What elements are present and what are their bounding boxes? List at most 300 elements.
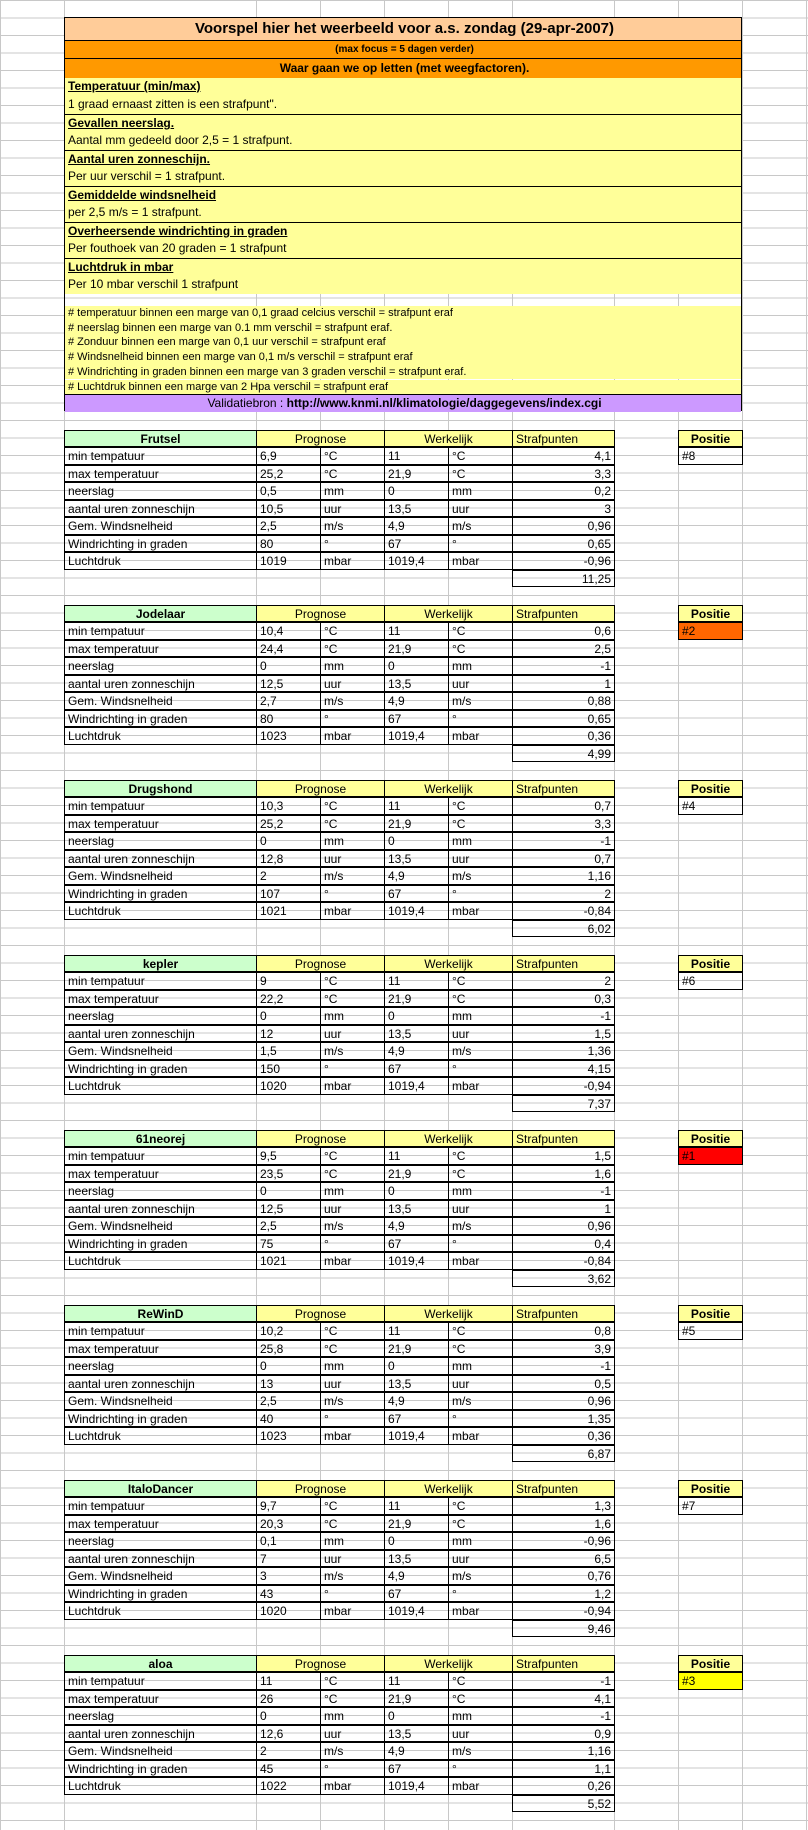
strafpunten-value[interactable]: 1,3 (512, 1497, 615, 1515)
werkelijk-value[interactable]: 4,9 (384, 867, 449, 885)
werkelijk-unit[interactable]: uur (448, 1200, 513, 1218)
werkelijk-unit[interactable]: ° (448, 1760, 513, 1778)
prognose-value[interactable]: 1023 (256, 1427, 321, 1445)
row-label[interactable]: max temperatuur (64, 465, 257, 483)
positie-header[interactable]: Positie (678, 955, 743, 973)
row-label[interactable]: aantal uren zonneschijn (64, 1725, 257, 1743)
prognose-unit[interactable]: °C (320, 447, 385, 465)
positie-header[interactable]: Positie (678, 430, 743, 448)
row-label[interactable]: Gem. Windsnelheid (64, 1217, 257, 1235)
row-label[interactable]: aantal uren zonneschijn (64, 1200, 257, 1218)
prognose-unit[interactable]: mbar (320, 1777, 385, 1795)
rule-text[interactable]: 1 graad ernaast zitten is een strafpunt". (65, 96, 741, 114)
prognose-unit[interactable]: °C (320, 815, 385, 833)
prognose-unit[interactable]: ° (320, 1060, 385, 1078)
player-name[interactable]: ItaloDancer (64, 1480, 257, 1498)
positie-value[interactable]: #7 (678, 1497, 743, 1515)
row-label[interactable]: min tempatuur (64, 622, 257, 640)
werkelijk-unit[interactable]: mm (448, 1532, 513, 1550)
werkelijk-value[interactable]: 67 (384, 1235, 449, 1253)
werkelijk-value[interactable]: 11 (384, 1147, 449, 1165)
strafpunten-value[interactable]: 0,88 (512, 692, 615, 710)
prognose-value[interactable]: 12,8 (256, 850, 321, 868)
row-label[interactable]: Windrichting in graden (64, 1760, 257, 1778)
strafpunten-value[interactable]: -1 (512, 1707, 615, 1725)
prognose-value[interactable]: 25,8 (256, 1340, 321, 1358)
strafpunten-value[interactable]: 0,8 (512, 1322, 615, 1340)
werkelijk-header[interactable]: Werkelijk (384, 1305, 513, 1323)
prognose-unit[interactable]: m/s (320, 1042, 385, 1060)
rule-text[interactable]: Per 10 mbar verschil 1 strafpunt (65, 276, 741, 294)
prognose-value[interactable]: 2,5 (256, 1392, 321, 1410)
werkelijk-value[interactable]: 4,9 (384, 517, 449, 535)
werkelijk-value[interactable]: 4,9 (384, 1217, 449, 1235)
row-label[interactable]: max temperatuur (64, 640, 257, 658)
row-label[interactable]: aantal uren zonneschijn (64, 675, 257, 693)
positie-value[interactable]: #3 (678, 1672, 743, 1690)
prognose-value[interactable]: 107 (256, 885, 321, 903)
strafpunten-value[interactable]: -0,94 (512, 1602, 615, 1620)
row-label[interactable]: Gem. Windsnelheid (64, 1567, 257, 1585)
prognose-unit[interactable]: °C (320, 1497, 385, 1515)
strafpunten-header[interactable]: Strafpunten (512, 430, 615, 448)
row-label[interactable]: max temperatuur (64, 1165, 257, 1183)
prognose-value[interactable]: 12 (256, 1025, 321, 1043)
strafpunten-value[interactable]: 1,1 (512, 1760, 615, 1778)
werkelijk-header[interactable]: Werkelijk (384, 1655, 513, 1673)
rule-heading[interactable]: Luchtdruk in mbar (65, 258, 741, 276)
strafpunten-total[interactable]: 6,02 (512, 920, 615, 938)
strafpunten-value[interactable]: 1 (512, 1200, 615, 1218)
prognose-unit[interactable]: ° (320, 885, 385, 903)
prognose-unit[interactable]: ° (320, 1760, 385, 1778)
werkelijk-value[interactable]: 21,9 (384, 1515, 449, 1533)
strafpunten-value[interactable]: 1,5 (512, 1025, 615, 1043)
prognose-header[interactable]: Prognose (256, 1130, 385, 1148)
prognose-value[interactable]: 150 (256, 1060, 321, 1078)
prognose-value[interactable]: 3 (256, 1567, 321, 1585)
werkelijk-unit[interactable]: °C (448, 640, 513, 658)
prognose-unit[interactable]: mm (320, 1532, 385, 1550)
prognose-unit[interactable]: ° (320, 1585, 385, 1603)
werkelijk-unit[interactable]: uur (448, 1025, 513, 1043)
prognose-unit[interactable]: uur (320, 500, 385, 518)
player-name[interactable]: 61neorej (64, 1130, 257, 1148)
werkelijk-value[interactable]: 13,5 (384, 1375, 449, 1393)
werkelijk-value[interactable]: 13,5 (384, 1200, 449, 1218)
note-line[interactable]: # Windsnelheid binnen een marge van 0,1 m/s verschil = strafpunt eraf (65, 350, 741, 365)
prognose-value[interactable]: 9 (256, 972, 321, 990)
werkelijk-unit[interactable]: °C (448, 465, 513, 483)
strafpunten-value[interactable]: -0,84 (512, 902, 615, 920)
strafpunten-value[interactable]: 0,7 (512, 850, 615, 868)
werkelijk-value[interactable]: 11 (384, 1497, 449, 1515)
focus-heading[interactable]: Waar gaan we op letten (met weegfactoren). (65, 58, 741, 78)
prognose-value[interactable]: 12,6 (256, 1725, 321, 1743)
werkelijk-header[interactable]: Werkelijk (384, 430, 513, 448)
row-label[interactable]: Windrichting in graden (64, 1585, 257, 1603)
strafpunten-value[interactable]: -0,84 (512, 1252, 615, 1270)
prognose-unit[interactable]: mbar (320, 552, 385, 570)
prognose-unit[interactable]: mm (320, 1357, 385, 1375)
werkelijk-unit[interactable]: °C (448, 1322, 513, 1340)
werkelijk-unit[interactable]: mm (448, 482, 513, 500)
werkelijk-value[interactable]: 11 (384, 447, 449, 465)
row-label[interactable]: Luchtdruk (64, 1777, 257, 1795)
row-label[interactable]: Windrichting in graden (64, 1235, 257, 1253)
prognose-value[interactable]: 12,5 (256, 675, 321, 693)
row-label[interactable]: Windrichting in graden (64, 710, 257, 728)
werkelijk-unit[interactable]: °C (448, 1340, 513, 1358)
werkelijk-value[interactable]: 1019,4 (384, 552, 449, 570)
strafpunten-header[interactable]: Strafpunten (512, 780, 615, 798)
werkelijk-unit[interactable]: °C (448, 972, 513, 990)
strafpunten-total[interactable]: 11,25 (512, 570, 615, 588)
prognose-unit[interactable]: m/s (320, 1567, 385, 1585)
strafpunten-value[interactable]: 0,3 (512, 990, 615, 1008)
prognose-unit[interactable]: m/s (320, 1742, 385, 1760)
strafpunten-header[interactable]: Strafpunten (512, 1655, 615, 1673)
werkelijk-unit[interactable]: °C (448, 815, 513, 833)
werkelijk-value[interactable]: 11 (384, 622, 449, 640)
prognose-value[interactable]: 43 (256, 1585, 321, 1603)
prognose-value[interactable]: 0 (256, 1357, 321, 1375)
prognose-value[interactable]: 1021 (256, 1252, 321, 1270)
rule-text[interactable]: per 2,5 m/s = 1 strafpunt. (65, 204, 741, 222)
werkelijk-value[interactable]: 67 (384, 535, 449, 553)
werkelijk-unit[interactable]: ° (448, 1585, 513, 1603)
prognose-header[interactable]: Prognose (256, 780, 385, 798)
prognose-value[interactable]: 1023 (256, 727, 321, 745)
positie-header[interactable]: Positie (678, 780, 743, 798)
strafpunten-value[interactable]: 0,2 (512, 482, 615, 500)
prognose-unit[interactable]: uur (320, 850, 385, 868)
positie-header[interactable]: Positie (678, 1305, 743, 1323)
prognose-value[interactable]: 0 (256, 1007, 321, 1025)
werkelijk-value[interactable]: 67 (384, 1585, 449, 1603)
strafpunten-value[interactable]: 1,5 (512, 1147, 615, 1165)
strafpunten-value[interactable]: -0,96 (512, 1532, 615, 1550)
row-label[interactable]: Gem. Windsnelheid (64, 1392, 257, 1410)
note-line[interactable]: # temperatuur binnen een marge van 0,1 graad celcius verschil = strafpunt eraf (65, 306, 741, 321)
prognose-value[interactable]: 0,1 (256, 1532, 321, 1550)
werkelijk-unit[interactable]: °C (448, 1690, 513, 1708)
werkelijk-value[interactable]: 67 (384, 1760, 449, 1778)
werkelijk-value[interactable]: 21,9 (384, 990, 449, 1008)
strafpunten-value[interactable]: 0,96 (512, 1217, 615, 1235)
werkelijk-unit[interactable]: °C (448, 622, 513, 640)
row-label[interactable]: neerslag (64, 1357, 257, 1375)
prognose-value[interactable]: 23,5 (256, 1165, 321, 1183)
positie-value[interactable]: #2 (678, 622, 743, 640)
werkelijk-value[interactable]: 13,5 (384, 675, 449, 693)
werkelijk-unit[interactable]: m/s (448, 692, 513, 710)
werkelijk-unit[interactable]: ° (448, 1235, 513, 1253)
werkelijk-unit[interactable]: m/s (448, 517, 513, 535)
strafpunten-value[interactable]: 0,96 (512, 517, 615, 535)
row-label[interactable]: neerslag (64, 657, 257, 675)
werkelijk-unit[interactable]: mbar (448, 1602, 513, 1620)
positie-value[interactable]: #8 (678, 447, 743, 465)
prognose-value[interactable]: 2,5 (256, 1217, 321, 1235)
werkelijk-unit[interactable]: mm (448, 1357, 513, 1375)
werkelijk-unit[interactable]: uur (448, 500, 513, 518)
werkelijk-value[interactable]: 67 (384, 885, 449, 903)
werkelijk-unit[interactable]: uur (448, 850, 513, 868)
row-label[interactable]: Luchtdruk (64, 1427, 257, 1445)
werkelijk-unit[interactable]: °C (448, 1672, 513, 1690)
row-label[interactable]: Windrichting in graden (64, 1060, 257, 1078)
prognose-unit[interactable]: uur (320, 675, 385, 693)
row-label[interactable]: neerslag (64, 1182, 257, 1200)
prognose-unit[interactable]: m/s (320, 517, 385, 535)
positie-header[interactable]: Positie (678, 605, 743, 623)
row-label[interactable]: Luchtdruk (64, 552, 257, 570)
prognose-unit[interactable]: mm (320, 1182, 385, 1200)
werkelijk-unit[interactable]: °C (448, 1147, 513, 1165)
werkelijk-value[interactable]: 0 (384, 1707, 449, 1725)
strafpunten-value[interactable]: 0,76 (512, 1567, 615, 1585)
note-line[interactable]: # Luchtdruk binnen een marge van 2 Hpa verschil = strafpunt eraf (65, 380, 741, 395)
row-label[interactable]: min tempatuur (64, 1147, 257, 1165)
prognose-unit[interactable]: uur (320, 1375, 385, 1393)
werkelijk-value[interactable]: 4,9 (384, 1042, 449, 1060)
prognose-unit[interactable]: m/s (320, 867, 385, 885)
prognose-unit[interactable]: m/s (320, 1392, 385, 1410)
row-label[interactable]: Luchtdruk (64, 1077, 257, 1095)
row-label[interactable]: max temperatuur (64, 990, 257, 1008)
werkelijk-unit[interactable]: mm (448, 832, 513, 850)
row-label[interactable]: neerslag (64, 1532, 257, 1550)
prognose-value[interactable]: 0 (256, 1182, 321, 1200)
werkelijk-value[interactable]: 1019,4 (384, 727, 449, 745)
werkelijk-value[interactable]: 0 (384, 1532, 449, 1550)
strafpunten-value[interactable]: -0,94 (512, 1077, 615, 1095)
subtitle[interactable]: (max focus = 5 dagen verder) (65, 40, 741, 58)
prognose-value[interactable]: 9,5 (256, 1147, 321, 1165)
player-name[interactable]: Jodelaar (64, 605, 257, 623)
werkelijk-unit[interactable]: mbar (448, 552, 513, 570)
werkelijk-unit[interactable]: mm (448, 657, 513, 675)
row-label[interactable]: Luchtdruk (64, 1602, 257, 1620)
prognose-header[interactable]: Prognose (256, 430, 385, 448)
werkelijk-value[interactable]: 67 (384, 1410, 449, 1428)
werkelijk-value[interactable]: 21,9 (384, 1165, 449, 1183)
strafpunten-total[interactable]: 6,87 (512, 1445, 615, 1463)
prognose-unit[interactable]: mm (320, 657, 385, 675)
strafpunten-header[interactable]: Strafpunten (512, 1305, 615, 1323)
prognose-value[interactable]: 6,9 (256, 447, 321, 465)
row-label[interactable]: Luchtdruk (64, 902, 257, 920)
row-label[interactable]: neerslag (64, 832, 257, 850)
werkelijk-value[interactable]: 13,5 (384, 1725, 449, 1743)
prognose-unit[interactable]: uur (320, 1200, 385, 1218)
rule-text[interactable]: Per fouthoek van 20 graden = 1 strafpunt (65, 240, 741, 258)
werkelijk-value[interactable]: 21,9 (384, 1340, 449, 1358)
player-name[interactable]: ReWinD (64, 1305, 257, 1323)
werkelijk-value[interactable]: 13,5 (384, 850, 449, 868)
player-name[interactable]: aloa (64, 1655, 257, 1673)
rule-heading[interactable]: Overheersende windrichting in graden (65, 222, 741, 240)
row-label[interactable]: Gem. Windsnelheid (64, 692, 257, 710)
strafpunten-total[interactable]: 3,62 (512, 1270, 615, 1288)
strafpunten-value[interactable]: 3,9 (512, 1340, 615, 1358)
prognose-unit[interactable]: mbar (320, 1077, 385, 1095)
prognose-unit[interactable]: °C (320, 1672, 385, 1690)
strafpunten-value[interactable]: -1 (512, 832, 615, 850)
prognose-value[interactable]: 9,7 (256, 1497, 321, 1515)
positie-header[interactable]: Positie (678, 1655, 743, 1673)
werkelijk-unit[interactable]: m/s (448, 1567, 513, 1585)
strafpunten-header[interactable]: Strafpunten (512, 1130, 615, 1148)
strafpunten-value[interactable]: 0,96 (512, 1392, 615, 1410)
strafpunten-value[interactable]: -1 (512, 1007, 615, 1025)
werkelijk-unit[interactable]: mm (448, 1182, 513, 1200)
prognose-value[interactable]: 7 (256, 1550, 321, 1568)
werkelijk-unit[interactable]: m/s (448, 1392, 513, 1410)
strafpunten-total[interactable]: 7,37 (512, 1095, 615, 1113)
strafpunten-value[interactable]: 1,36 (512, 1042, 615, 1060)
werkelijk-value[interactable]: 0 (384, 832, 449, 850)
prognose-value[interactable]: 75 (256, 1235, 321, 1253)
prognose-unit[interactable]: mm (320, 482, 385, 500)
prognose-value[interactable]: 13 (256, 1375, 321, 1393)
werkelijk-value[interactable]: 0 (384, 1182, 449, 1200)
werkelijk-unit[interactable]: mbar (448, 902, 513, 920)
werkelijk-header[interactable]: Werkelijk (384, 605, 513, 623)
prognose-value[interactable]: 80 (256, 535, 321, 553)
row-label[interactable]: aantal uren zonneschijn (64, 850, 257, 868)
prognose-unit[interactable]: uur (320, 1550, 385, 1568)
strafpunten-value[interactable]: 1,16 (512, 1742, 615, 1760)
strafpunten-value[interactable]: 0,36 (512, 727, 615, 745)
row-label[interactable]: Gem. Windsnelheid (64, 867, 257, 885)
prognose-value[interactable]: 2,7 (256, 692, 321, 710)
werkelijk-value[interactable]: 0 (384, 482, 449, 500)
strafpunten-total[interactable]: 9,46 (512, 1620, 615, 1638)
positie-value[interactable]: #4 (678, 797, 743, 815)
player-name[interactable]: kepler (64, 955, 257, 973)
prognose-unit[interactable]: °C (320, 1515, 385, 1533)
prognose-value[interactable]: 1,5 (256, 1042, 321, 1060)
prognose-unit[interactable]: °C (320, 465, 385, 483)
werkelijk-value[interactable]: 67 (384, 1060, 449, 1078)
prognose-unit[interactable]: mbar (320, 902, 385, 920)
row-label[interactable]: aantal uren zonneschijn (64, 1375, 257, 1393)
prognose-unit[interactable]: mbar (320, 727, 385, 745)
werkelijk-unit[interactable]: uur (448, 675, 513, 693)
positie-header[interactable]: Positie (678, 1480, 743, 1498)
prognose-value[interactable]: 25,2 (256, 815, 321, 833)
row-label[interactable]: aantal uren zonneschijn (64, 500, 257, 518)
strafpunten-value[interactable]: 6,5 (512, 1550, 615, 1568)
row-label[interactable]: max temperatuur (64, 1515, 257, 1533)
werkelijk-value[interactable]: 1019,4 (384, 1602, 449, 1620)
strafpunten-value[interactable]: 0,9 (512, 1725, 615, 1743)
werkelijk-unit[interactable]: ° (448, 1410, 513, 1428)
werkelijk-value[interactable]: 13,5 (384, 1550, 449, 1568)
prognose-unit[interactable]: mm (320, 1707, 385, 1725)
werkelijk-value[interactable]: 1019,4 (384, 1777, 449, 1795)
prognose-value[interactable]: 2 (256, 1742, 321, 1760)
strafpunten-value[interactable]: 0,4 (512, 1235, 615, 1253)
prognose-unit[interactable]: m/s (320, 1217, 385, 1235)
prognose-value[interactable]: 1020 (256, 1602, 321, 1620)
prognose-header[interactable]: Prognose (256, 1655, 385, 1673)
werkelijk-unit[interactable]: mm (448, 1707, 513, 1725)
strafpunten-header[interactable]: Strafpunten (512, 605, 615, 623)
prognose-unit[interactable]: uur (320, 1025, 385, 1043)
werkelijk-value[interactable]: 21,9 (384, 465, 449, 483)
prognose-unit[interactable]: ° (320, 1410, 385, 1428)
strafpunten-value[interactable]: -1 (512, 657, 615, 675)
source-url[interactable]: http://www.knmi.nl/klimatologie/daggegevens/index.cgi (286, 396, 602, 410)
row-label[interactable]: Windrichting in graden (64, 885, 257, 903)
prognose-unit[interactable]: mbar (320, 1602, 385, 1620)
werkelijk-unit[interactable]: mbar (448, 1777, 513, 1795)
strafpunten-value[interactable]: 0,65 (512, 535, 615, 553)
row-label[interactable]: Gem. Windsnelheid (64, 1042, 257, 1060)
strafpunten-value[interactable]: 0,7 (512, 797, 615, 815)
prognose-value[interactable]: 10,5 (256, 500, 321, 518)
prognose-unit[interactable]: °C (320, 1165, 385, 1183)
strafpunten-value[interactable]: 1,6 (512, 1515, 615, 1533)
werkelijk-unit[interactable]: mbar (448, 727, 513, 745)
strafpunten-value[interactable]: 0,6 (512, 622, 615, 640)
prognose-value[interactable]: 0 (256, 657, 321, 675)
werkelijk-header[interactable]: Werkelijk (384, 780, 513, 798)
prognose-value[interactable]: 10,4 (256, 622, 321, 640)
strafpunten-value[interactable]: 0,65 (512, 710, 615, 728)
prognose-unit[interactable]: ° (320, 1235, 385, 1253)
werkelijk-unit[interactable]: mbar (448, 1077, 513, 1095)
prognose-unit[interactable]: °C (320, 1322, 385, 1340)
prognose-value[interactable]: 12,5 (256, 1200, 321, 1218)
werkelijk-value[interactable]: 21,9 (384, 815, 449, 833)
prognose-unit[interactable]: °C (320, 990, 385, 1008)
note-line[interactable]: # Zonduur binnen een marge van 0,1 uur verschil = strafpunt eraf (65, 335, 741, 350)
row-label[interactable]: neerslag (64, 1707, 257, 1725)
prognose-value[interactable]: 80 (256, 710, 321, 728)
prognose-value[interactable]: 2,5 (256, 517, 321, 535)
row-label[interactable]: Gem. Windsnelheid (64, 517, 257, 535)
werkelijk-value[interactable]: 1019,4 (384, 1252, 449, 1270)
rule-text[interactable]: Aantal mm gedeeld door 2,5 = 1 strafpunt. (65, 132, 741, 150)
row-label[interactable]: max temperatuur (64, 1690, 257, 1708)
werkelijk-unit[interactable]: ° (448, 1060, 513, 1078)
row-label[interactable]: min tempatuur (64, 1497, 257, 1515)
prognose-value[interactable]: 1020 (256, 1077, 321, 1095)
strafpunten-value[interactable]: 1,35 (512, 1410, 615, 1428)
prognose-value[interactable]: 10,3 (256, 797, 321, 815)
werkelijk-value[interactable]: 13,5 (384, 500, 449, 518)
werkelijk-header[interactable]: Werkelijk (384, 1480, 513, 1498)
note-line[interactable]: # neerslag binnen een marge van 0.1 mm verschil = strafpunt eraf. (65, 321, 741, 336)
prognose-value[interactable]: 2 (256, 867, 321, 885)
row-label[interactable]: Gem. Windsnelheid (64, 1742, 257, 1760)
prognose-unit[interactable]: mbar (320, 1252, 385, 1270)
positie-value[interactable]: #5 (678, 1322, 743, 1340)
positie-header[interactable]: Positie (678, 1130, 743, 1148)
prognose-unit[interactable]: °C (320, 640, 385, 658)
positie-value[interactable]: #1 (678, 1147, 743, 1165)
strafpunten-value[interactable]: 1 (512, 675, 615, 693)
prognose-unit[interactable]: °C (320, 622, 385, 640)
strafpunten-value[interactable]: -1 (512, 1672, 615, 1690)
werkelijk-value[interactable]: 4,9 (384, 1567, 449, 1585)
strafpunten-header[interactable]: Strafpunten (512, 1480, 615, 1498)
player-name[interactable]: Frutsel (64, 430, 257, 448)
